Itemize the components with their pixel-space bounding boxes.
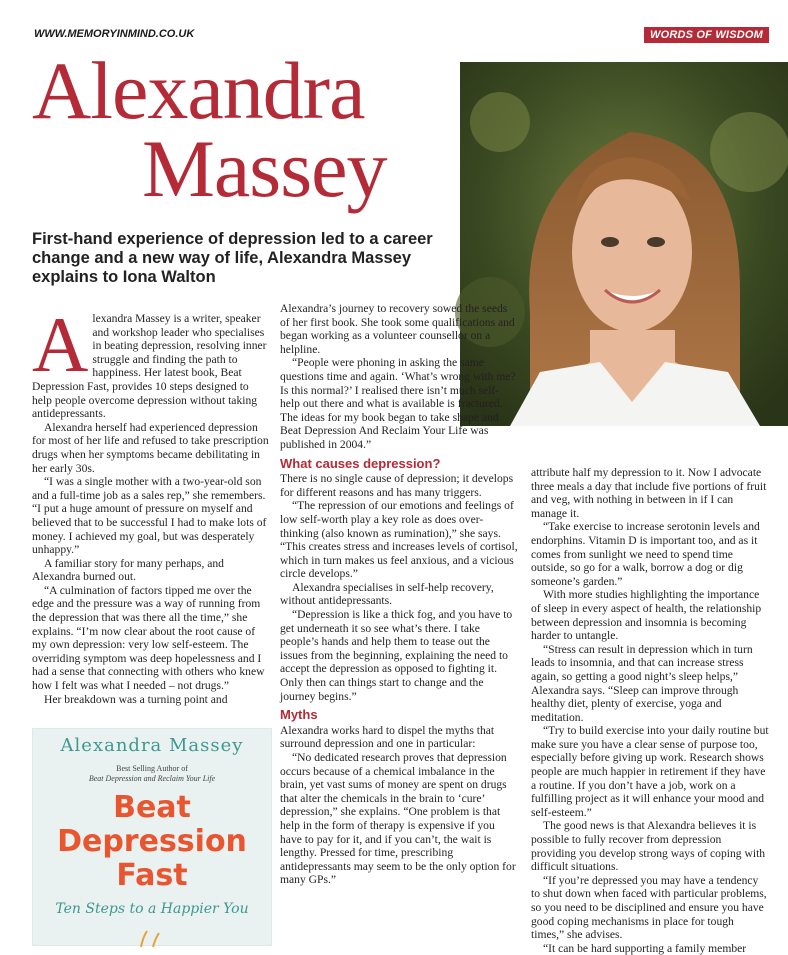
- paragraph: Alexandra specialises in self-help recovery, without antidepressants.: [280, 580, 494, 608]
- paragraph: “Depression is like a thick fog, and you have to get underneath it so see what’s there. I take people’s hands and help them to tease out the issues from the beginning, explaining the need to accept the depression as opposed to fighting it. Only then can things start to change and the journey begins.”: [280, 608, 513, 703]
- headline-line1: Alexandra: [32, 45, 365, 136]
- paragraph: “Try to build exercise into your daily routine but make sure you have a clear sense of purpose too, especially before giving up work. Research shows people are much happier in retirement if they have a routine. If you don’t have a job, work on a fulfilling project as it will enhance your mood and self-esteem.”: [531, 724, 769, 819]
- paragraph: “Stress can result in depression which in turn leads to insomnia, and that can increase stress again, so getting a good night’s sleep helps,” Alexandra says. “Sleep can improve through healthy diet, plenty of exercise, yoga and meditation.: [531, 642, 753, 724]
- headline: [32, 45, 472, 214]
- paragraph: With more studies highlighting the importance of sleep in every aspect of health, the relationship between depression and insomnia is becoming harder to untangle.: [531, 588, 762, 643]
- subhead-what-causes: What causes depression?: [280, 455, 441, 471]
- book-subtitle: Ten Steps to a Happier You: [55, 901, 249, 917]
- paragraph: attribute half my depression to it. Now I advocate three meals a day that include five portions of fruit and veg, with nothing in between in if I can manage it.: [531, 466, 767, 520]
- article-column-3: [531, 466, 769, 955]
- book-tagline: [33, 764, 271, 784]
- book-cover: [32, 728, 272, 946]
- article-column-1: [32, 301, 270, 706]
- book-title-3: Fast: [116, 858, 188, 893]
- paragraph: “It can be hard supporting a family member: [543, 941, 747, 955]
- subhead-myths: Myths: [280, 707, 318, 723]
- paragraph: Her breakdown was a turning point and: [44, 692, 228, 706]
- standfirst-text: First-hand experience of depression led to a career change and a new way of life, Alexandra Massey explains to: [32, 230, 433, 286]
- dropcap: A: [32, 301, 89, 388]
- byline-author: Iona Walton: [122, 268, 216, 286]
- site-url: WWW.MEMORYINMIND.CO.UK: [34, 28, 195, 40]
- paragraph: Alexandra herself had experienced depression for most of her life and refused to take prescription drugs when her symptoms became debilitating in her early 30s.: [32, 420, 269, 475]
- paragraph: “The repression of our emotions and feelings of low self-worth play a key role as does over-thinking (also known as rumination),” she says. “This creates stress and increases levels of cortisol, which in turn makes us feel anxious, and a vicious circle develops.”: [280, 499, 518, 581]
- standfirst: [32, 230, 452, 287]
- paragraph: Alexandra’s journey to recovery sowed the seeds of her first book. She took some qualifications and began working as a volunteer counsellor on a helpline.: [280, 302, 515, 356]
- section-tag: WORDS OF WISDOM: [644, 27, 769, 43]
- book-tagline-2: Beat Depression and Reclaim Your Life: [88, 774, 216, 783]
- book-title: [33, 791, 271, 893]
- book-tagline-1: Best Selling Author of: [116, 764, 188, 773]
- headline-line2: Massey: [142, 123, 387, 214]
- paragraph: “People were phoning in asking the same questions time and again. ‘What’s wrong with me? Is this normal?’ I realised there isn’t much self-help out there and what is available is fractured. The ideas for my book began to take shape and Beat Depression And Reclaim Your Life was published in 2004.”: [280, 356, 516, 451]
- paragraph: A familiar story for many perhaps, and Alexandra burned out.: [32, 556, 224, 584]
- article-column-2: [280, 302, 518, 887]
- paragraph: “Take exercise to increase serotonin levels and endorphins. Vitamin D is important too, and as it comes from sunlight we need to spend time outside, so go for a walk, borrow a dog or dig someone’s garden.”: [531, 520, 760, 588]
- paragraph: lexandra Massey is a writer, speaker and workshop leader who specialises in beating depression, resolving inner struggle and finding the path to happiness. Her latest book, Beat Depression Fast, provides 10 steps designed to help people overcome depression without taking antidepressants.: [32, 312, 267, 421]
- paragraph: “A culmination of factors tipped me over the edge and the pressure was a way of running from the depression that was there all the time,” she explains. “I’m now clear about the root cause of my own depression: very low self-esteem. The overriding symptom was deep hopelessness and I had a sense that connecting with others who knew how I felt was what I needed – not drugs.”: [32, 583, 265, 693]
- book-author: Alexandra Massey: [60, 735, 244, 756]
- paragraph: There is no single cause of depression; it develops for different reasons and has many triggers.: [280, 472, 514, 499]
- paragraph: “No dedicated research proves that depression occurs because of a chemical imbalance in the brain, yet vast sums of money are spent on drugs that alter the chemicals in the brain to ‘cure’ depression,” she explains. “One problem is that help in the form of therapy is expensive if you have to pay for it, and if you can’t, the wait is lengthy. Pressed for time, prescribing antidepressants may seem to be the only option for many GPs.”: [280, 751, 516, 887]
- paragraph: Alexandra works hard to dispel the myths that surround depression and one in particular:: [280, 723, 495, 751]
- sprig-icon: [133, 929, 173, 947]
- paragraph: The good news is that Alexandra believes it is possible to fully recover from depression providing you develop strong ways of coping with difficult situations.: [531, 819, 766, 874]
- book-title-2: Depression: [57, 824, 247, 859]
- paragraph: “If you’re depressed you may have a tendency to shut down when faced with particular problems, so you need to be disciplined and ensure you have good coping mechanisms in place for tough times,” she advises.: [531, 873, 767, 942]
- book-title-1: Beat: [113, 790, 191, 825]
- paragraph: “I was a single mother with a two-year-old son and a full-time job as a sales rep,” she remembers. “I put a huge amount of pressure on myself and believed that to be successful I had to make lots of money. I achieved my goal, but was desperately unhappy.”: [32, 475, 267, 557]
